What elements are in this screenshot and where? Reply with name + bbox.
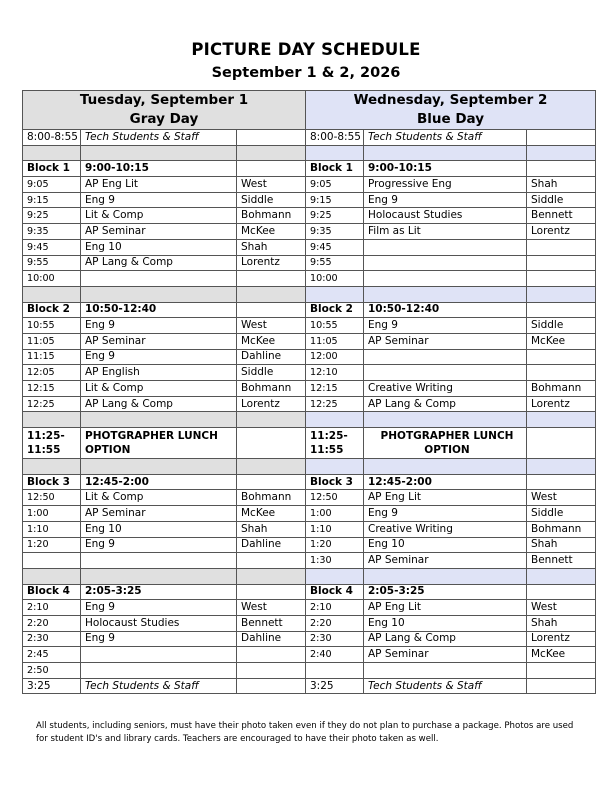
time-cell: 1:10 xyxy=(306,521,364,537)
time-cell: 2:20 xyxy=(23,615,81,631)
class-cell xyxy=(81,553,237,569)
day-header-row xyxy=(23,91,596,130)
appointment-row xyxy=(23,208,596,224)
time-cell: 2:20 xyxy=(306,615,364,631)
class-cell: Holocaust Studies xyxy=(364,208,527,224)
class-cell: Eng 9 xyxy=(81,537,237,553)
spacer-cell xyxy=(237,412,306,428)
spacer-row xyxy=(23,459,596,475)
spacer-cell xyxy=(306,412,364,428)
empty-cell xyxy=(527,678,596,694)
teacher-cell: Siddle xyxy=(237,192,306,208)
spacer-cell xyxy=(237,286,306,302)
time-cell: 9:35 xyxy=(306,224,364,240)
empty-cell xyxy=(527,161,596,177)
time-cell: 3:25 xyxy=(23,678,81,694)
spacer-row xyxy=(23,412,596,428)
time-cell: 1:00 xyxy=(306,506,364,522)
class-cell: AP Eng Lit xyxy=(364,490,527,506)
appointment-row xyxy=(23,177,596,193)
class-cell xyxy=(364,239,527,255)
time-cell: 2:10 xyxy=(306,600,364,616)
class-cell: AP Seminar xyxy=(81,506,237,522)
spacer-cell xyxy=(23,568,81,584)
lunch-text-cell xyxy=(364,428,527,459)
time-cell: 9:05 xyxy=(23,177,81,193)
class-cell: Eng 9 xyxy=(364,192,527,208)
time-cell: 12:10 xyxy=(306,365,364,381)
teacher-cell xyxy=(527,239,596,255)
teacher-cell: Bohmann xyxy=(237,208,306,224)
teacher-cell xyxy=(527,255,596,271)
lunch-text-cell xyxy=(81,428,237,459)
time-cell: 9:25 xyxy=(23,208,81,224)
spacer-cell xyxy=(23,412,81,428)
appointment-row xyxy=(23,271,596,287)
spacer-cell xyxy=(306,286,364,302)
label-cell: Tech Students & Staff xyxy=(81,678,237,694)
teacher-cell: McKee xyxy=(237,224,306,240)
time-cell: 11:05 xyxy=(306,333,364,349)
class-cell: Progressive Eng xyxy=(364,177,527,193)
lunch-text-line2: OPTION xyxy=(85,444,131,457)
class-cell: Eng 10 xyxy=(364,537,527,553)
class-cell: Holocaust Studies xyxy=(81,615,237,631)
spacer-cell xyxy=(527,412,596,428)
teacher-cell: McKee xyxy=(527,647,596,663)
empty-cell xyxy=(527,130,596,146)
appointment-row xyxy=(23,615,596,631)
appointment-row xyxy=(23,521,596,537)
teacher-cell: Dahline xyxy=(237,349,306,365)
block-header-row xyxy=(23,474,596,490)
class-cell xyxy=(81,271,237,287)
day1-date: Tuesday, September 1 xyxy=(79,92,249,108)
block-label: Block 3 xyxy=(23,474,81,490)
spacer-cell xyxy=(81,412,237,428)
teacher-cell xyxy=(237,271,306,287)
block-range: 2:05-3:25 xyxy=(364,584,527,600)
class-cell xyxy=(81,663,237,679)
class-cell xyxy=(364,271,527,287)
teacher-cell: Lorentz xyxy=(237,396,306,412)
block-label: Block 1 xyxy=(23,161,81,177)
empty-cell xyxy=(527,584,596,600)
teacher-cell: Bohmann xyxy=(237,490,306,506)
teacher-cell: Shah xyxy=(527,615,596,631)
spacer-cell xyxy=(364,459,527,475)
empty-cell xyxy=(237,474,306,490)
spacer-cell xyxy=(81,145,237,161)
appointment-row xyxy=(23,663,596,679)
appointment-row xyxy=(23,506,596,522)
schedule-table xyxy=(22,90,596,694)
teacher-cell xyxy=(527,271,596,287)
spacer-row xyxy=(23,145,596,161)
spacer-cell xyxy=(364,286,527,302)
teacher-cell: West xyxy=(237,600,306,616)
footnote: All students, including seniors, must have their photo taken even if they do not plan to purchase a package. Photos are used for student ID's and library cards. Teachers are encouraged to have their photo taken as well. xyxy=(36,721,574,744)
time-cell: 12:15 xyxy=(23,381,81,397)
class-cell: Lit & Comp xyxy=(81,490,237,506)
day2-header xyxy=(306,91,596,130)
lunch-time-line2: 11:55 xyxy=(310,444,344,457)
appointment-row xyxy=(23,537,596,553)
lunch-time-line2: 11:55 xyxy=(27,444,61,457)
block-label: Block 2 xyxy=(306,302,364,318)
spacer-cell xyxy=(306,568,364,584)
time-cell: 1:20 xyxy=(23,537,81,553)
teacher-cell: McKee xyxy=(237,506,306,522)
class-cell: AP Seminar xyxy=(364,333,527,349)
empty-cell xyxy=(237,161,306,177)
block-header-row xyxy=(23,161,596,177)
lunch-time-cell xyxy=(23,428,81,459)
appointment-row xyxy=(23,333,596,349)
class-cell: Creative Writing xyxy=(364,521,527,537)
teacher-cell: Bohmann xyxy=(527,381,596,397)
empty-cell xyxy=(237,302,306,318)
teacher-cell xyxy=(237,553,306,569)
spacer-cell xyxy=(23,286,81,302)
time-cell: 2:45 xyxy=(23,647,81,663)
time-cell: 10:00 xyxy=(306,271,364,287)
day2-date: Wednesday, September 2 xyxy=(353,92,548,108)
block-label: Block 2 xyxy=(23,302,81,318)
appointment-row xyxy=(23,381,596,397)
time-cell: 12:50 xyxy=(306,490,364,506)
spacer-cell xyxy=(23,145,81,161)
teacher-cell: Siddle xyxy=(237,365,306,381)
class-cell: Film as Lit xyxy=(364,224,527,240)
lunch-row xyxy=(23,428,596,459)
time-cell: 9:55 xyxy=(306,255,364,271)
time-cell xyxy=(306,663,364,679)
schedule-body xyxy=(23,91,596,694)
teacher-cell: McKee xyxy=(527,333,596,349)
teacher-cell: Shah xyxy=(527,177,596,193)
time-cell: 9:45 xyxy=(306,239,364,255)
class-cell: AP Seminar xyxy=(81,333,237,349)
spacer-cell xyxy=(306,145,364,161)
class-cell: AP Seminar xyxy=(364,647,527,663)
class-cell: AP Eng Lit xyxy=(364,600,527,616)
class-cell: Eng 9 xyxy=(81,600,237,616)
spacer-cell xyxy=(527,145,596,161)
appointment-row xyxy=(23,318,596,334)
class-cell: AP Seminar xyxy=(364,553,527,569)
time-cell: 1:00 xyxy=(23,506,81,522)
block-header-row xyxy=(23,302,596,318)
time-cell: 1:20 xyxy=(306,537,364,553)
teacher-cell: Lorentz xyxy=(527,631,596,647)
class-cell: Eng 10 xyxy=(81,521,237,537)
time-cell: 2:50 xyxy=(23,663,81,679)
time-cell: 9:25 xyxy=(306,208,364,224)
time-cell: 2:40 xyxy=(306,647,364,663)
time-cell: 3:25 xyxy=(306,678,364,694)
time-cell: 12:25 xyxy=(306,396,364,412)
label-cell: Tech Students & Staff xyxy=(81,130,237,146)
teacher-cell: West xyxy=(527,490,596,506)
time-cell: 10:55 xyxy=(306,318,364,334)
time-cell: 1:30 xyxy=(306,553,364,569)
time-cell: 10:00 xyxy=(23,271,81,287)
teacher-cell: Bennett xyxy=(527,208,596,224)
teacher-cell: Lorentz xyxy=(527,396,596,412)
spacer-cell xyxy=(364,568,527,584)
spacer-cell xyxy=(527,286,596,302)
time-cell: 1:10 xyxy=(23,521,81,537)
time-cell: 9:35 xyxy=(23,224,81,240)
time-cell: 10:55 xyxy=(23,318,81,334)
teacher-cell: West xyxy=(237,318,306,334)
time-cell: 9:45 xyxy=(23,239,81,255)
class-cell: AP Lang & Comp xyxy=(364,396,527,412)
spacer-cell xyxy=(237,145,306,161)
empty-cell xyxy=(527,302,596,318)
block-header-row xyxy=(23,584,596,600)
teacher-cell: West xyxy=(527,600,596,616)
teacher-cell: Lorentz xyxy=(527,224,596,240)
empty-cell xyxy=(527,474,596,490)
time-cell: 9:15 xyxy=(23,192,81,208)
appointment-row xyxy=(23,647,596,663)
teacher-cell: McKee xyxy=(237,333,306,349)
appointment-row xyxy=(23,192,596,208)
spacer-cell xyxy=(237,568,306,584)
time-cell: 2:30 xyxy=(306,631,364,647)
teacher-cell xyxy=(237,647,306,663)
spacer-cell xyxy=(23,459,81,475)
day2-name: Blue Day xyxy=(416,111,485,127)
block-range: 12:45-2:00 xyxy=(81,474,237,490)
lunch-time-line1: 11:25- xyxy=(27,430,65,443)
appointment-row xyxy=(23,396,596,412)
lunch-text-line1: PHOTGRAPHER LUNCH xyxy=(380,430,514,443)
class-cell: Eng 9 xyxy=(81,349,237,365)
class-cell: Lit & Comp xyxy=(81,381,237,397)
block-range: 10:50-12:40 xyxy=(81,302,237,318)
page-title: PICTURE DAY SCHEDULE xyxy=(191,40,421,59)
teacher-cell: Shah xyxy=(237,521,306,537)
teacher-cell: Siddle xyxy=(527,506,596,522)
empty-cell xyxy=(237,130,306,146)
time-cell: 9:15 xyxy=(306,192,364,208)
time-cell: 8:00-8:55 xyxy=(306,130,364,146)
lunch-time-cell xyxy=(306,428,364,459)
teacher-cell: West xyxy=(237,177,306,193)
block-range: 2:05-3:25 xyxy=(81,584,237,600)
time-cell: 9:05 xyxy=(306,177,364,193)
block-label: Block 1 xyxy=(306,161,364,177)
teacher-cell xyxy=(527,365,596,381)
spacer-row xyxy=(23,568,596,584)
day1-header xyxy=(23,91,306,130)
block-range: 9:00-10:15 xyxy=(364,161,527,177)
teacher-cell xyxy=(237,663,306,679)
empty-cell xyxy=(237,584,306,600)
block-label: Block 4 xyxy=(23,584,81,600)
appointment-row xyxy=(23,224,596,240)
class-cell: Lit & Comp xyxy=(81,208,237,224)
teacher-cell: Dahline xyxy=(237,631,306,647)
class-cell: Creative Writing xyxy=(364,381,527,397)
day1-name: Gray Day xyxy=(129,111,199,127)
spacer-cell xyxy=(81,568,237,584)
class-cell: AP English xyxy=(81,365,237,381)
class-cell xyxy=(364,349,527,365)
appointment-row xyxy=(23,349,596,365)
empty-cell xyxy=(237,428,306,459)
block-label: Block 3 xyxy=(306,474,364,490)
lunch-text-line2: OPTION xyxy=(424,444,470,457)
class-cell: Eng 9 xyxy=(81,192,237,208)
spacer-cell xyxy=(527,568,596,584)
teacher-cell: Lorentz xyxy=(237,255,306,271)
class-cell xyxy=(364,663,527,679)
empty-cell xyxy=(527,428,596,459)
block-range: 9:00-10:15 xyxy=(81,161,237,177)
time-cell: 12:05 xyxy=(23,365,81,381)
appointment-row xyxy=(23,255,596,271)
appointment-row xyxy=(23,490,596,506)
class-cell: AP Lang & Comp xyxy=(81,396,237,412)
time-cell: 12:15 xyxy=(306,381,364,397)
class-cell: AP Lang & Comp xyxy=(81,255,237,271)
time-cell: 9:55 xyxy=(23,255,81,271)
teacher-cell: Siddle xyxy=(527,192,596,208)
appointment-row xyxy=(23,631,596,647)
time-cell: 11:15 xyxy=(23,349,81,365)
block-range: 10:50-12:40 xyxy=(364,302,527,318)
teacher-cell: Dahline xyxy=(237,537,306,553)
teacher-cell: Shah xyxy=(527,537,596,553)
class-cell xyxy=(81,647,237,663)
appointment-row xyxy=(23,239,596,255)
appointment-row xyxy=(23,365,596,381)
class-cell: Eng 9 xyxy=(81,318,237,334)
page-subtitle: September 1 & 2, 2026 xyxy=(211,65,401,81)
time-cell: 12:50 xyxy=(23,490,81,506)
time-cell: 2:10 xyxy=(23,600,81,616)
spacer-cell xyxy=(81,286,237,302)
time-cell: 8:00-8:55 xyxy=(23,130,81,146)
time-cell xyxy=(23,553,81,569)
class-cell: Eng 9 xyxy=(81,631,237,647)
class-cell: AP Lang & Comp xyxy=(364,631,527,647)
teacher-cell: Shah xyxy=(237,239,306,255)
time-cell: 2:30 xyxy=(23,631,81,647)
teacher-cell: Bennett xyxy=(527,553,596,569)
class-cell: Eng 10 xyxy=(364,615,527,631)
teacher-cell: Bennett xyxy=(237,615,306,631)
empty-cell xyxy=(237,678,306,694)
class-cell: AP Seminar xyxy=(81,224,237,240)
spacer-row xyxy=(23,286,596,302)
closing-row xyxy=(23,678,596,694)
spacer-cell xyxy=(364,412,527,428)
class-cell: Eng 9 xyxy=(364,506,527,522)
class-cell: Eng 9 xyxy=(364,318,527,334)
block-range: 12:45-2:00 xyxy=(364,474,527,490)
teacher-cell: Bohmann xyxy=(527,521,596,537)
appointment-row xyxy=(23,600,596,616)
class-cell: AP Eng Lit xyxy=(81,177,237,193)
label-cell: Tech Students & Staff xyxy=(364,130,527,146)
class-cell xyxy=(364,255,527,271)
teacher-cell xyxy=(527,349,596,365)
label-cell: Tech Students & Staff xyxy=(364,678,527,694)
spacer-cell xyxy=(364,145,527,161)
class-cell xyxy=(364,365,527,381)
block-label: Block 4 xyxy=(306,584,364,600)
teacher-cell: Siddle xyxy=(527,318,596,334)
appointment-row xyxy=(23,553,596,569)
time-cell: 12:00 xyxy=(306,349,364,365)
spacer-cell xyxy=(306,459,364,475)
lunch-time-line1: 11:25- xyxy=(310,430,348,443)
spacer-cell xyxy=(81,459,237,475)
time-cell: 11:05 xyxy=(23,333,81,349)
spacer-cell xyxy=(237,459,306,475)
teacher-cell xyxy=(527,663,596,679)
class-cell: Eng 10 xyxy=(81,239,237,255)
opening-row xyxy=(23,130,596,146)
teacher-cell: Bohmann xyxy=(237,381,306,397)
time-cell: 12:25 xyxy=(23,396,81,412)
spacer-cell xyxy=(527,459,596,475)
lunch-text-line1: PHOTGRAPHER LUNCH xyxy=(85,430,218,443)
